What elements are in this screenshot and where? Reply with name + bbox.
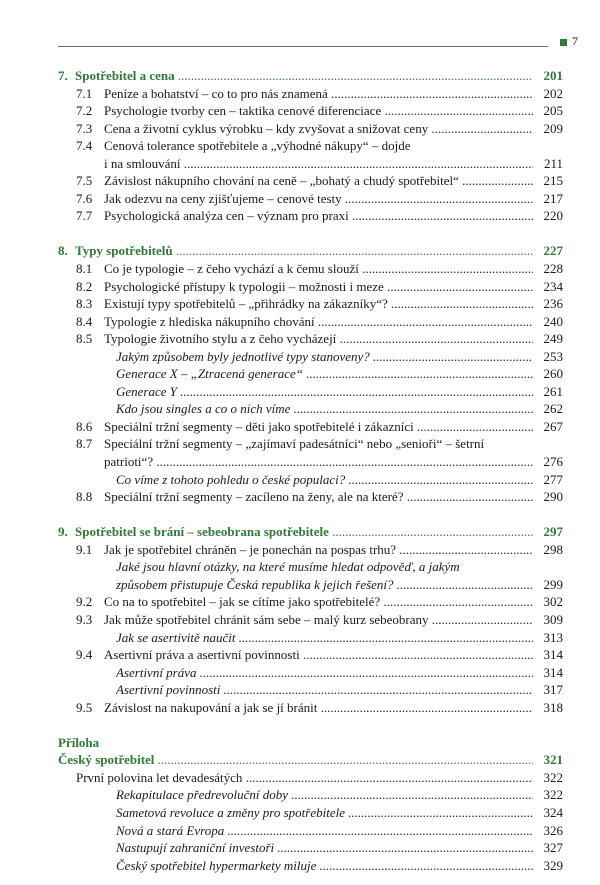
toc-entry[interactable] [58,190,563,208]
toc-entry-number: 9.4 [76,647,93,663]
toc-entry[interactable] [58,734,563,752]
toc-entry[interactable] [58,646,563,664]
toc-entry-number: 8. [58,243,68,259]
toc-entry-page: 211 [543,155,563,171]
toc-entry-page: 202 [543,85,563,101]
toc-entry[interactable] [58,137,563,155]
toc-entry-title: Psychologické přístupy k typologii – možnosti i meze ..... [104,278,533,296]
toc-entry-title: Typologie životního stylu a z čeho vycházejí ..... [104,330,533,348]
toc-entry[interactable] [58,681,563,699]
toc-entry-title: Co je typologie – z čeho vychází a k čemu slouží ..... [104,260,533,278]
toc-entry-page: 228 [543,261,563,277]
toc-entry-title: Psychologická analýza cen – význam pro praxi ..... [104,207,533,225]
toc-entry-number: 7.6 [76,190,93,206]
toc-entry-title: Jak je spotřebitel chráněn – je ponechán na pospas trhu? ..... [104,541,533,559]
toc-entry-page: 297 [543,524,563,540]
toc-entry[interactable] [58,523,563,541]
toc-entry-title: i na smlouvání ..... [104,155,533,173]
toc-entry-number: 8.2 [76,278,93,294]
toc-entry[interactable] [58,629,563,647]
toc-entry-title: Jaké jsou hlavní otázky, na které musíme hledat odpověď, a jakým [116,559,460,575]
toc-entry-title: Spotřebitel a cena ..... [75,67,533,85]
toc-entry[interactable] [58,576,563,594]
toc-entry-title: Co víme z tohoto pohledu o české populaci? ..... [116,471,533,489]
toc-entry-page: 209 [543,120,563,136]
toc-entry[interactable] [58,207,563,225]
toc-entry-number: 8.5 [76,331,93,347]
toc-entry[interactable] [58,822,563,840]
toc-entry-title: Nová a stará Evropa ..... [116,822,533,840]
toc-entry-page: 267 [543,418,563,434]
toc-entry-title: Český spotřebitel ..... [58,751,533,769]
toc-entry-page: 234 [543,278,563,294]
toc-entry-title: Cenová tolerance spotřebitele a „výhodné nákupy“ – dojde [104,138,411,154]
toc-entry-title: První polovina let devadesátých ..... [76,769,533,787]
toc-entry-title: Spotřebitel se brání – sebeobrana spotřebitele ..... [75,523,533,541]
toc-entry[interactable] [58,365,563,383]
toc-entry[interactable] [58,541,563,559]
toc-entry-number: 7. [58,68,68,83]
toc-entry[interactable] [58,558,563,576]
toc-entry[interactable] [58,383,563,401]
toc-entry-number: 7.1 [76,85,93,101]
toc-entry-page: 299 [543,576,563,592]
toc-entry-page: 262 [543,401,563,417]
toc-entry-page: 321 [543,752,563,768]
toc-entry[interactable] [58,102,563,120]
toc-entry-title: Asertivní práva ..... [116,664,533,682]
toc-entry[interactable] [58,260,563,278]
toc-entry[interactable] [58,769,563,787]
toc-entry-title: patrioti“? ..... [104,453,533,471]
toc-entry-page: 260 [543,366,563,382]
toc-entry-page: 215 [543,173,563,189]
toc-entry-page: 253 [543,348,563,364]
toc-entry-number: 7.5 [76,173,93,189]
toc-entry-title: Generace Y ..... [116,383,533,401]
toc-entry-title: Typy spotřebitelů ..... [75,242,533,260]
toc-entry-page: 249 [543,331,563,347]
toc-entry[interactable] [58,786,563,804]
toc-entry-title: Závislost na nakupování a jak se jí bránit ..... [104,699,533,717]
toc-entry-number: 7.7 [76,208,93,224]
toc-entry-title: Jak může spotřebitel chránit sám sebe – malý kurz sebeobrany ..... [104,611,533,629]
toc-entry-title: Sametová revoluce a změny pro spotřebitele ..... [116,804,533,822]
toc-entry-page: 205 [543,103,563,119]
toc-entry-page: 314 [543,647,563,663]
toc-entry-page: 322 [543,787,563,803]
toc-entry[interactable] [58,857,563,875]
toc-entry[interactable] [58,453,563,471]
table-of-contents [58,67,563,874]
toc-entry-number: 8.8 [76,489,93,505]
toc-entry-title: Co na to spotřebitel – jak se cítíme jako spotřebitelé? ..... [104,593,533,611]
toc-entry[interactable] [58,435,563,453]
toc-entry[interactable] [58,155,563,173]
toc-entry-page: 317 [543,682,563,698]
toc-entry-number: 8.6 [76,418,93,434]
toc-entry-number: 7.3 [76,120,93,136]
toc-entry-number: 8.3 [76,296,93,312]
toc-entry-title: Rekapitulace předrevoluční doby ..... [116,786,533,804]
toc-entry[interactable] [58,85,563,103]
toc-entry-title: Generace X – „Ztracená generace“ ..... [116,365,533,383]
toc-entry-page: 324 [543,804,563,820]
toc-entry-page: 326 [543,822,563,838]
toc-entry-title: způsobem přistupuje Česká republika k jejich řešení? ..... [116,576,533,594]
toc-entry-title: Příloha [58,734,100,750]
toc-entry[interactable] [58,295,563,313]
toc-entry-page: 298 [543,541,563,557]
toc-entry-page: 277 [543,471,563,487]
toc-entry-page: 227 [543,243,563,259]
toc-entry-page: 220 [543,208,563,224]
toc-entry[interactable] [58,471,563,489]
toc-spacer [58,225,563,243]
toc-entry-title: Asertivní povinnosti ..... [116,681,533,699]
header-rule [58,46,548,47]
toc-entry-title: Speciální tržní segmenty – zacíleno na ženy, ale na které? ..... [104,488,533,506]
toc-entry-title: Psychologie tvorby cen – taktika cenové diferenciace ..... [104,102,533,120]
toc-entry-page: 261 [543,383,563,399]
toc-entry[interactable] [58,348,563,366]
toc-entry-number: 7.2 [76,103,93,119]
toc-entry-number: 8.7 [76,436,93,452]
toc-entry-page: 309 [543,611,563,627]
toc-entry[interactable] [58,593,563,611]
toc-entry[interactable] [58,278,563,296]
toc-entry-title: Jakým způsobem byly jednotlivé typy stanoveny? ..... [116,348,533,366]
toc-entry-title: Nastupují zahraniční investoři ..... [116,839,533,857]
toc-entry[interactable] [58,120,563,138]
toc-entry[interactable] [58,839,563,857]
toc-entry[interactable] [58,699,563,717]
toc-entry-page: 313 [543,629,563,645]
toc-entry-number: 9.1 [76,541,93,557]
toc-entry-title: Speciální tržní segmenty – „zajímaví padesátníci“ nebo „senioři“ – šetrní [104,436,485,452]
toc-entry[interactable] [58,488,563,506]
page-marker-square [560,39,567,46]
toc-entry-page: 329 [543,857,563,873]
toc-entry-title: Asertivní práva a asertivní povinnosti ..... [104,646,533,664]
toc-entry-page: 302 [543,594,563,610]
toc-entry[interactable] [58,400,563,418]
toc-entry-page: 318 [543,699,563,715]
toc-entry[interactable] [58,330,563,348]
toc-entry-title: Český spotřebitel hypermarkety miluje ..... [116,857,533,875]
toc-entry[interactable] [58,664,563,682]
toc-entry-page: 236 [543,296,563,312]
toc-entry-number: 8.1 [76,261,93,277]
toc-entry-title: Speciální tržní segmenty – děti jako spotřebitelé i zákazníci ..... [104,418,533,436]
toc-entry[interactable] [58,418,563,436]
toc-entry-number: 8.4 [76,313,93,329]
toc-entry-title: Jak odezvu na ceny zjišťujeme – cenové testy ..... [104,190,533,208]
toc-entry[interactable] [58,242,563,260]
toc-spacer [58,716,563,734]
toc-entry-number: 9. [58,524,68,540]
toc-entry-title: Závislost nákupního chování na ceně – „bohatý a chudý spotřebitel“ ..... [104,172,533,190]
toc-entry-number: 9.2 [76,594,93,610]
toc-entry-page: 276 [543,454,563,470]
toc-entry-number: 9.3 [76,611,93,627]
toc-spacer [58,506,563,524]
toc-entry-page: 201 [543,68,563,83]
toc-entry[interactable] [58,804,563,822]
toc-entry[interactable] [58,67,563,85]
page-number: 7 [572,34,578,48]
toc-entry-number: 7.4 [76,138,93,154]
toc-entry[interactable] [58,313,563,331]
toc-entry-title: Peníze a bohatství – co to pro nás znamená ..... [104,85,533,103]
toc-entry[interactable] [58,172,563,190]
toc-entry[interactable] [58,751,563,769]
toc-entry-number: 9.5 [76,699,93,715]
toc-entry-page: 240 [543,313,563,329]
toc-entry-page: 290 [543,489,563,505]
toc-entry[interactable] [58,611,563,629]
toc-entry-title: Cena a životní cyklus výrobku – kdy zvyšovat a snižovat ceny ..... [104,120,533,138]
toc-entry-page: 322 [543,769,563,785]
toc-entry-title: Kdo jsou singles a co o nich víme ..... [116,400,533,418]
toc-entry-title: Jak se asertivitě naučit ..... [116,629,533,647]
toc-entry-page: 217 [543,190,563,206]
toc-entry-page: 327 [543,840,563,856]
toc-entry-page: 314 [543,664,563,680]
toc-entry-title: Existují typy spotřebitelů – „přihrádky na zákazníky“? ..... [104,295,533,313]
toc-entry-title: Typologie z hlediska nákupního chování ..... [104,313,533,331]
